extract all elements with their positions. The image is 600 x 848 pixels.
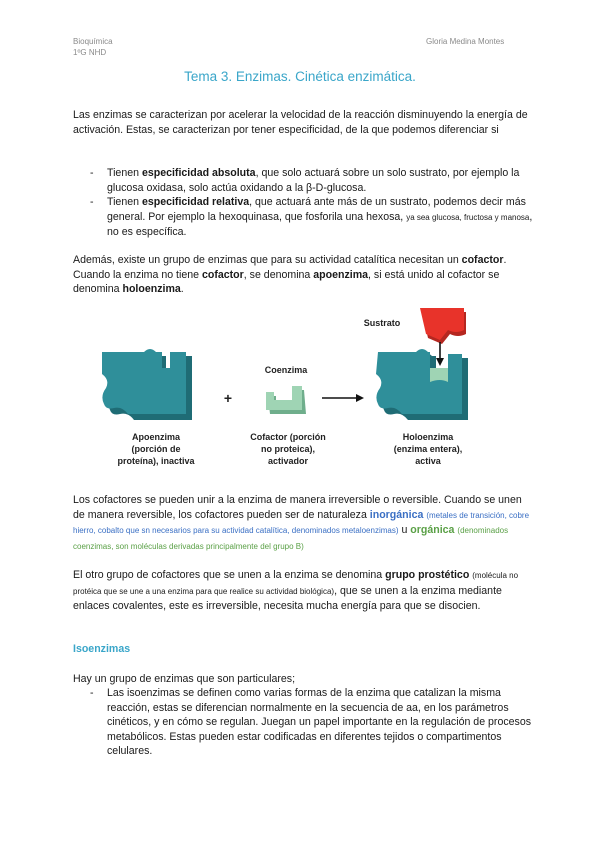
text: . bbox=[180, 283, 184, 296]
text: , si está unido al cofactor se denomina bbox=[73, 268, 500, 296]
bullet-especificidad-relativa bbox=[90, 195, 535, 240]
bullet-dash: - bbox=[90, 196, 94, 208]
organic-note: (denominados coenzimas, son moléculas derivadas principalmente del grupo B) bbox=[73, 526, 509, 551]
intro-paragraph: Las enzimas se caracterizan por acelerar la velocidad de la reacción disminuyendo la energía de activación. Estas, se caracterizan por tener especificidad, de la que podemos diferenciar si bbox=[73, 109, 528, 136]
caption-line: (enzima entera), bbox=[393, 444, 463, 454]
term-inorganica: inorgánica bbox=[369, 508, 424, 521]
term-grupo-prostetico: grupo prostético bbox=[385, 569, 470, 581]
coenzyme-shape bbox=[266, 386, 306, 414]
section-isoenzimas: Isoenzimas bbox=[73, 643, 131, 655]
term-relativa: especificidad relativa bbox=[141, 196, 250, 208]
header-left bbox=[73, 36, 113, 58]
reaction-arrowhead bbox=[356, 394, 364, 402]
cofactor-binding-paragraph bbox=[73, 493, 533, 554]
cofactor-paragraph bbox=[73, 253, 533, 297]
text: , se denomina bbox=[243, 268, 314, 281]
substrate-arrowhead bbox=[436, 358, 444, 366]
bullet-dash: - bbox=[90, 167, 94, 179]
page-title: Tema 3. Enzimas. Cinética enzimática. bbox=[184, 69, 416, 84]
caption-line: no proteica), bbox=[260, 444, 315, 454]
text: . Cuando la enzima no tiene bbox=[73, 254, 507, 281]
holoenzyme-shape bbox=[376, 349, 468, 420]
caption-line: (porción de bbox=[131, 444, 181, 454]
header-author: Gloria Medina Montes bbox=[426, 37, 505, 46]
caption-line: Holoenzima bbox=[402, 432, 454, 442]
bullet-isoenzimas bbox=[90, 686, 535, 759]
text: El otro grupo de cofactores que se unen a la enzima se denomina bbox=[73, 569, 386, 581]
caption-line: Cofactor (porción bbox=[250, 432, 326, 442]
text: , que se unen a la enzima mediante enlaces covalentes, este es irreversible, necesita mucha energía para que se disocien. bbox=[73, 584, 502, 613]
term-holoenzima: holoenzima bbox=[122, 283, 181, 296]
text: u bbox=[398, 524, 411, 537]
apoenzyme-caption bbox=[108, 431, 204, 467]
header-course: 1ºG NHD bbox=[73, 48, 107, 57]
text: Tienen bbox=[107, 167, 142, 179]
prosthetic-note: (molécula no protéica que se une a una enzima para que realice su actividad biológica) bbox=[73, 571, 519, 596]
cofactor-caption bbox=[236, 431, 340, 467]
term-apoenzima: apoenzima bbox=[313, 268, 369, 281]
text: , no es específica. bbox=[107, 210, 533, 239]
sustrato-label: Sustrato bbox=[363, 318, 401, 328]
caption-line: proteína), inactiva bbox=[117, 456, 195, 466]
apoenzyme-shape bbox=[102, 349, 192, 420]
caption-line: activador bbox=[267, 456, 309, 466]
holoenzyme-caption bbox=[378, 431, 478, 467]
term-absoluta: especificidad absoluta bbox=[141, 167, 256, 179]
bullet-especificidad-absoluta bbox=[90, 166, 535, 195]
caption-line: activa bbox=[415, 456, 441, 466]
text: Además, existe un grupo de enzimas que para su actividad catalítica necesitan un bbox=[73, 254, 462, 266]
plus-sign: + bbox=[223, 390, 233, 406]
term-cofactor: cofactor bbox=[461, 254, 504, 266]
substrate-shape bbox=[420, 308, 466, 344]
header-subject: Bioquímica bbox=[73, 37, 113, 46]
inorganic-note: (metales de transición, cobre hierro, cobalto que sn necesarios para su actividad catalítica, denominados metaloenzimas) bbox=[73, 510, 530, 536]
coenzima-label: Coenzima bbox=[264, 365, 308, 375]
text: Los cofactores se pueden unir a la enzima de manera irreversible o reversible. Cuando se unen de manera reversible, los cofactores pueden ser de naturaleza bbox=[73, 494, 522, 521]
prosthetic-paragraph bbox=[73, 568, 533, 614]
caption-line: Apoenzima bbox=[131, 432, 180, 442]
text: , que actuará ante más de un sustrato, podemos decir más general. Por ejemplo la hexoquinasa, que fosforila una hexosa, bbox=[107, 196, 526, 223]
text: , que solo actuará sobre un solo sustrato, por ejemplo la glucosa oxidasa, solo actúa oxidando a la β-D-glucosa. bbox=[107, 167, 520, 194]
term-cofactor: cofactor bbox=[201, 268, 244, 281]
bullet-dash: - bbox=[90, 687, 94, 699]
hexose-examples: ya sea glucosa, fructosa y manosa bbox=[406, 212, 530, 222]
term-organica: orgánica bbox=[410, 524, 455, 537]
text: Tienen bbox=[107, 196, 142, 208]
isoenzymes-definition: Las isoenzimas se definen como varias formas de la enzima que catalizan la misma reacción, estas se diferencian normalmente en la secuencia de aa, en los parámetros cinéticos, y en cómo se regulan. Juegan un papel importante en la regulación de procesos metabólicos. Estas pueden estar codificadas en diferentes tejidos o compartimentos celulares. bbox=[107, 687, 532, 758]
isoenzymes-intro: Hay un grupo de enzimas que son particulares; bbox=[73, 673, 296, 685]
enzyme-figure bbox=[90, 298, 520, 478]
